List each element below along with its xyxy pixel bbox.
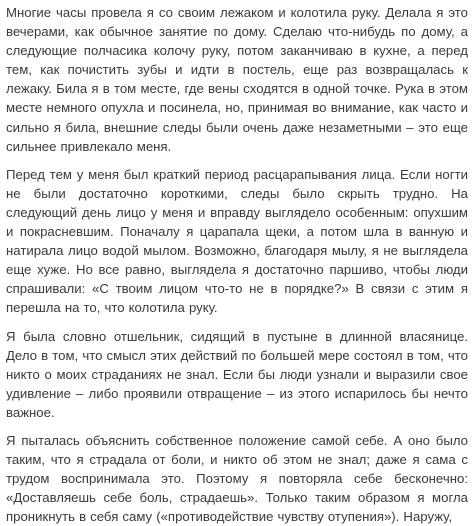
paragraph-2: Перед тем у меня был краткий период расцарапывания лица. Если ногти не были достаточно короткими, следы было скрыть трудно. На следующий день лицо у меня и вправду выглядело особенным: опухшим и покрасневшим. Поначалу я царапала щеки, а потом шла в ванную и натирала лицо водой мылом. Возможно, благодаря мылу, я не выглядела еще хуже. Но все равно, выглядела я достаточно паршиво, чтобы люди спрашивали: «С твоим лицом что-то не в порядке?» В связи с этим я перешла на то, что колотила руку.: [6, 166, 468, 316]
paragraph-4: Я пыталась объяснить собственное положение самой себе. А оно было таким, что я страдала от боли, и никто об этом не знал; даже я сама с трудом воспринимала это. Поэтому я повторяла себе бесконечно: «Доставляешь себе боль, страдаешь». Только таким образом я могла проникнуть в себя саму («противодействие чувству отупения»). Наружу,: [6, 432, 468, 525]
paragraph-3: Я была словно отшельник, сидящий в пустыне в длинной власянице. Дело в том, что смысл этих действий по большей мере состоял в том, что никто о моих страданиях не знал. Если бы люди узнали и выразили свое удивление – либо проявили отвращение – из этого испарилось бы нечто важное.: [6, 328, 468, 420]
paragraph-1: Многие часы провела я со своим лежаком и колотила руку. Делала я это вечерами, как обычное занятие по дому. Сделаю что-нибудь по дому, а следующие полчасика колочу руку, потом заканчиваю в кухне, а перед тем, как почистить зубы и идти в постель, еще раз возвращалась к лежаку. Била я в том месте, где вены сходятся в одной точке. Рука в этом месте немного опухла и посинела, но, принимая во внимание, как часто и сильно я била, внешние следы были очень даже незаметными – это еще сильнее привлекало меня.: [6, 5, 468, 154]
